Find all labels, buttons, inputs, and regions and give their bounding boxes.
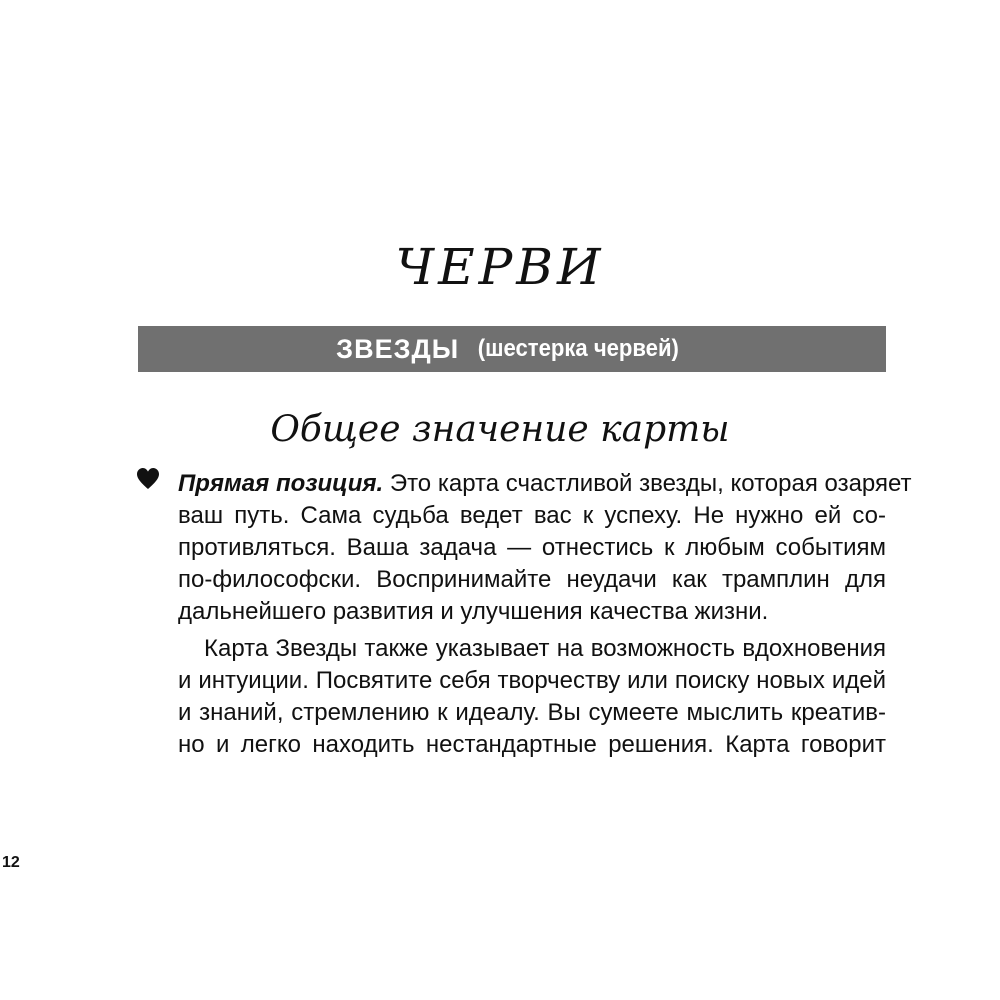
chapter-title: ЧЕРВИ [395,238,605,296]
page-number: 12 [2,854,20,871]
paragraph1-line: ваш путь. Сама судьба ведет вас к успеху. Не нужно ей со- [178,502,886,529]
paragraph1-line: дальнейшего развития и улучшения качества жизни. [178,598,769,625]
paragraph1-line [178,468,912,500]
paragraph2-line: но и легко находить нестандартные решения. Карта говорит [178,731,886,758]
body-text [178,468,912,761]
section-subtitle: (шестерка червей) [477,335,680,362]
text-fragment: Это карта счастливой звезды, которая озаряет [389,470,912,497]
paragraph1-line: противляться. Ваша задача — отнестись к любым событиям [178,534,886,561]
section-banner [138,326,886,372]
paragraph2-line: и знаний, стремлению к идеалу. Вы сумеете мыслить креатив- [178,699,886,726]
heart-icon [136,466,160,492]
paragraph2-line: Карта Звезды также указывает на возможность вдохновения [204,635,886,662]
paragraph1-line: по-философски. Воспринимайте неудачи как трамплин для [178,566,886,593]
meaning-heading: Общее значение карты [270,409,730,450]
lead-phrase: Прямая позиция. [178,470,384,497]
paragraph2-line: и интуиции. Посвятите себя творчеству или поиску новых идей [178,667,886,694]
section-name: ЗВЕЗДЫ [336,333,460,364]
